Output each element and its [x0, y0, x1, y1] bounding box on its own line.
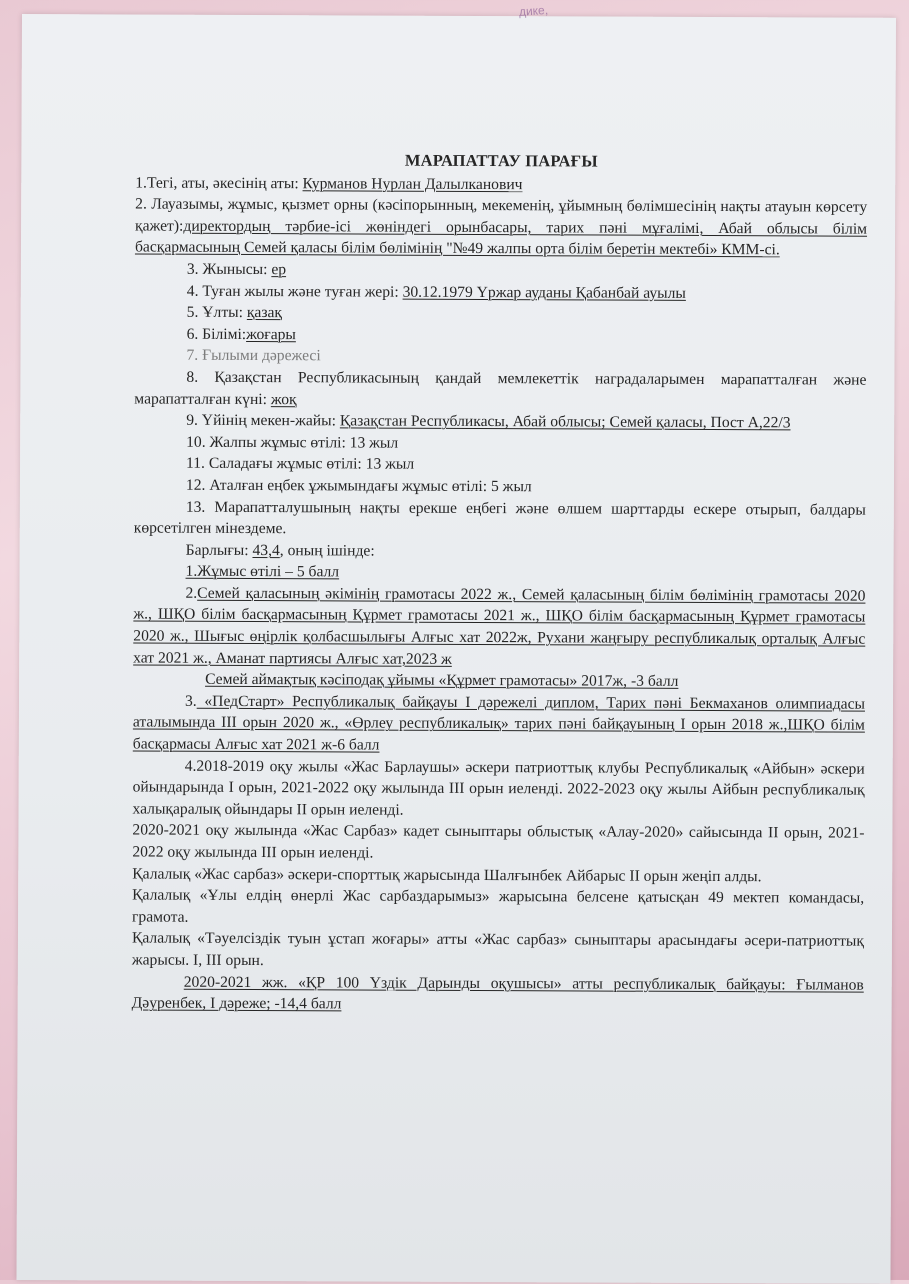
- item-5-label: 5. Ұлты:: [186, 303, 247, 322]
- item-10: 10. Жалпы жұмыс өтілі: 13 жыл: [186, 433, 399, 452]
- item-9: [134, 410, 866, 435]
- item-3: [135, 258, 867, 283]
- total-line: [134, 539, 866, 564]
- point-2b-text: Семей аймақтық кәсіподақ ұйымы «Құрмет грамотасы» 2017ж, -3 балл: [205, 671, 679, 691]
- total-value: 43,4: [252, 541, 280, 559]
- point-2-prefix: 2.: [185, 584, 198, 602]
- page-title: МАРАПАТТАУ ПАРАҒЫ: [404, 150, 598, 171]
- background-scrap-text: дике,: [518, 2, 549, 19]
- point-3-text: «ПедСтарт» Республикалық байқауы I дәрежелі диплом, Тарих пәні Бекмаханов олимпиадасы аталымында III орын 2020 ж., «Өрлеу республикалық» тарих пәні байқауының I орын 2018 ж.,ШҚО білім басқармасы Алғыс хат 2021 ж-6 балл: [132, 692, 866, 754]
- item-2-value: директордың тәрбие-ісі жөніндегі орынбасары, тарих пәні мұғалімі, Абай облысы білім басқармасының Семей қаласы білім бөлімінің "№49 жалпы орта білім беретін мектебі» КММ-сі.: [134, 217, 868, 259]
- point-2b: [133, 669, 865, 694]
- point-3: [133, 690, 865, 758]
- item-3-value: ер: [271, 261, 287, 279]
- point-3-prefix: 3.: [184, 692, 197, 710]
- item-4: [135, 280, 867, 305]
- total-label: Барлығы:: [185, 541, 253, 559]
- item-4-label: 4. Туған жылы және туған жері:: [186, 282, 403, 301]
- item-7: [134, 345, 866, 370]
- item-6-label: 6. Білімі:: [186, 325, 247, 343]
- item-8-value: жоқ: [270, 390, 297, 408]
- paper-sheet: [16, 14, 896, 1284]
- item-5-value: қазақ: [246, 304, 283, 322]
- item-13: 13. Марапатталушының нақты ерекше еңбегі және өлшем шарттарды ескере отырып, балдары көрсетілген мінездеме.: [133, 498, 866, 538]
- point-9: [132, 971, 864, 1017]
- point-8: Қалалық «Тәуелсіздік туын ұстап жоғары» атты «Жас сарбаз» сыныптары арасындағы әсери-патриоттық жарысы. I, III орын.: [131, 929, 864, 970]
- total-suffix: , оның ішінде:: [279, 541, 375, 560]
- point-2: [133, 582, 865, 672]
- item-2-label: 2. Лауазымы, жұмыс, қызмет орны (кәсіпорынның, мекеменің, ұйымның бөлімшесінің нақты атауын көрсету қажет):: [135, 195, 868, 235]
- item-7-label: 7. Ғылыми дәрежесі: [186, 347, 321, 365]
- point-4: 4.2018-2019 оқу жылы «Жас Барлаушы» әскери патриоттық клубы Республикалық «Айбын» әскери ойындарында I орын, 2021-2022 оқу жылында III орын иеленді. 2022-2023 оқу жылы Айбын республикалық халықаралық ойындары II орын иеленді.: [132, 757, 865, 819]
- item-8-label: 8. Қазақстан Республикасының қандай мемлекеттік наградаларымен марапатталған және марапатталған күні:: [134, 368, 867, 408]
- item-5: [135, 302, 867, 327]
- point-1: [134, 561, 866, 586]
- item-1-value: Курманов Нурлан Далылканович: [302, 174, 523, 193]
- point-7: Қалалық «Ұлы елдің өнерлі Жас сарбаздарымыз» жарысына белсене қатысқан 49 мектеп командасы, грамота.: [132, 886, 865, 926]
- item-6-value: жоғары: [246, 325, 296, 343]
- item-9-value: Қазақстан Республикасы, Абай облысы; Семей қаласы, Пост А,22/3: [339, 412, 791, 432]
- item-8: [134, 366, 866, 412]
- point-9-text: 2020-2021 жж. «ҚР 100 Үздік Дарынды оқушысы» атты республикалық байқауы: Ғылманов Дәуренбек, I дәреже; -14,4 балл: [131, 973, 864, 1013]
- item-2: [135, 194, 867, 262]
- item-11: 11. Саладағы жұмыс өтілі: 13 жыл: [186, 455, 415, 474]
- point-6: Қалалық «Жас сарбаз» әскери-спорттық жарысында Шалғынбек Айбарыс II орын жеңіп алды.: [132, 865, 762, 885]
- item-4-value: 30.12.1979 Үржар ауданы Қабанбай ауылы: [402, 283, 686, 302]
- point-2-text: Семей қаласының әкімінің грамотасы 2022 ж., Семей қаласының білім бөлімінің грамотасы 2020 ж., ШҚО білім басқармасының Құрмет грамотасы 2021 ж., ШҚО білім басқармасының Құрмет грамотасы 2020 ж., Шығыс өңірлік қолбасшылығы Алғыс хат 2022ж, Рухани жаңғыру республикалық орталық Алғыс хат 2021 ж., Аманат партиясы Алғыс хат,2023 ж: [133, 584, 866, 668]
- item-1-label: 1.Тегі, аты, әкесінің аты:: [135, 174, 303, 192]
- item-3-label: 3. Жынысы:: [186, 260, 272, 279]
- item-6: [135, 323, 867, 348]
- item-1: [135, 172, 867, 197]
- award-sheet-document: [132, 148, 868, 1017]
- point-1-text: 1.Жұмыс өтілі – 5 балл: [185, 563, 340, 581]
- item-12: 12. Аталған еңбек ұжымындағы жұмыс өтілі: 5 жыл: [185, 476, 532, 496]
- item-9-label: 9. Үйінің мекен-жайы:: [186, 411, 340, 430]
- point-5: 2020-2021 оқу жылында «Жас Сарбаз» кадет сыныптары облыстық «Алау-2020» сайысында II орын, 2021-2022 оқу жылында III орын иеленді.: [132, 821, 865, 862]
